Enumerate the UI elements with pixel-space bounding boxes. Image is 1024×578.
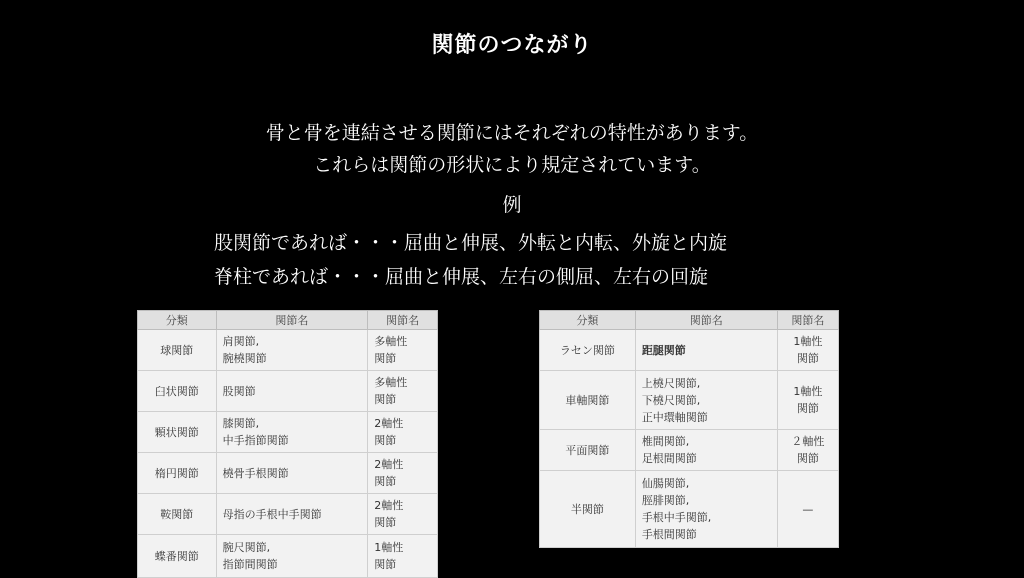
axis-unit: 関節 <box>796 452 819 465</box>
joint-names <box>635 471 777 548</box>
axis-unit: 関節 <box>796 402 819 415</box>
joint-axis <box>368 371 438 412</box>
axis-value: 1軸性 <box>793 335 823 348</box>
axis-value: 1軸性 <box>374 541 404 554</box>
joint-axis <box>368 535 438 578</box>
joint-type: 平面関節 <box>540 430 636 471</box>
shape-line: これらは関節の形状により規定されています。 <box>313 154 711 176</box>
table-row <box>138 371 438 412</box>
joint-names <box>216 494 368 535</box>
header-joint-name: 関節名 <box>635 311 777 330</box>
joint-axis <box>368 494 438 535</box>
joint-name: 椎間関節, <box>641 435 690 448</box>
axis-value: 2軸性 <box>374 499 404 512</box>
header-joint-name: 関節名 <box>216 311 368 330</box>
table-row <box>138 412 438 453</box>
joint-name: 距腿関節 <box>641 343 686 357</box>
hip-example-line: 股関節であれば・・・屈曲と伸展、外転と内転、外旋と内旋 <box>214 232 728 254</box>
joint-type: 蝶番関節 <box>138 535 217 578</box>
example-label: 例 <box>502 194 522 216</box>
header-joint-axis: 関節名 <box>777 311 838 330</box>
joint-name: 腕橈関節 <box>222 352 267 365</box>
joint-name: 指節間関節 <box>222 558 278 571</box>
table-row <box>138 494 438 535</box>
joint-name: 肩関節, <box>222 335 260 348</box>
joint-table-left <box>137 310 438 578</box>
table-row <box>540 371 839 430</box>
joint-names <box>635 330 777 371</box>
joint-axis <box>777 471 838 548</box>
joint-table-right <box>539 310 839 548</box>
joint-type: ラセン関節 <box>540 330 636 371</box>
joint-axis <box>777 430 838 471</box>
header-joint-axis: 関節名 <box>368 311 438 330</box>
joint-axis <box>777 371 838 430</box>
joint-name: 正中環軸関節 <box>641 410 708 424</box>
joint-name: 仙腸関節, <box>641 477 690 490</box>
joint-type: 楕円関節 <box>138 453 217 494</box>
joint-names <box>635 430 777 471</box>
joint-name: 膝関節, <box>222 417 260 430</box>
joint-name: 腕尺関節, <box>222 541 271 554</box>
axis-value: 2軸性 <box>374 458 404 471</box>
header-classification: 分類 <box>540 311 636 330</box>
joint-names <box>635 371 777 430</box>
joint-name: 足根間関節 <box>641 452 697 465</box>
table-row <box>138 535 438 578</box>
joint-names <box>216 412 368 453</box>
joint-axis <box>368 412 438 453</box>
axis-value: — <box>802 502 814 516</box>
joint-type: 車軸関節 <box>540 371 636 430</box>
slide-title: 関節のつながり <box>431 33 593 58</box>
axis-unit: 関節 <box>796 352 819 365</box>
axis-value: 2軸性 <box>374 417 404 430</box>
axis-value: 多軸性 <box>374 335 408 348</box>
header-classification: 分類 <box>138 311 217 330</box>
joint-name: 脛腓関節, <box>641 494 690 507</box>
joint-name: 手根間関節 <box>641 528 697 541</box>
spine-example-line: 脊柱であれば・・・屈曲と伸展、左右の側屈、左右の回旋 <box>214 266 709 288</box>
joint-type: 顆状関節 <box>138 412 217 453</box>
joint-axis <box>368 330 438 371</box>
axis-value: 1軸性 <box>793 385 823 398</box>
axis-unit: 関節 <box>374 516 397 529</box>
table-header-row <box>540 311 839 330</box>
joint-name: 橈骨手根関節 <box>222 466 289 480</box>
table-row <box>138 330 438 371</box>
joint-name: 母指の手根中手関節 <box>222 507 322 521</box>
joint-name: 上橈尺関節, <box>641 376 701 390</box>
table-row <box>138 453 438 494</box>
joint-name: 股関節 <box>222 384 256 398</box>
axis-unit: 関節 <box>374 434 397 447</box>
joint-names <box>216 371 368 412</box>
joint-names <box>216 535 368 578</box>
joint-axis <box>777 330 838 371</box>
joint-type: 半関節 <box>540 471 636 548</box>
joint-names <box>216 453 368 494</box>
joint-type: 鞍関節 <box>138 494 217 535</box>
joint-type: 球関節 <box>138 330 217 371</box>
joint-names <box>216 330 368 371</box>
axis-unit: 関節 <box>374 558 397 571</box>
joint-name: 下橈尺関節, <box>641 393 701 407</box>
table-row <box>540 430 839 471</box>
axis-unit: 関節 <box>374 352 397 365</box>
joint-axis <box>368 453 438 494</box>
axis-unit: 関節 <box>374 393 397 406</box>
axis-unit: 関節 <box>374 475 397 488</box>
axis-value: ２軸性 <box>791 435 825 448</box>
joint-name: 中手指節関節 <box>222 434 289 447</box>
intro-line: 骨と骨を連結させる関節にはそれぞれの特性があります。 <box>265 122 759 144</box>
joint-name: 手根中手関節, <box>641 511 712 524</box>
table-row <box>540 471 839 548</box>
table-header-row <box>138 311 438 330</box>
joint-type: 臼状関節 <box>138 371 217 412</box>
axis-value: 多軸性 <box>374 376 408 389</box>
table-row <box>540 330 839 371</box>
